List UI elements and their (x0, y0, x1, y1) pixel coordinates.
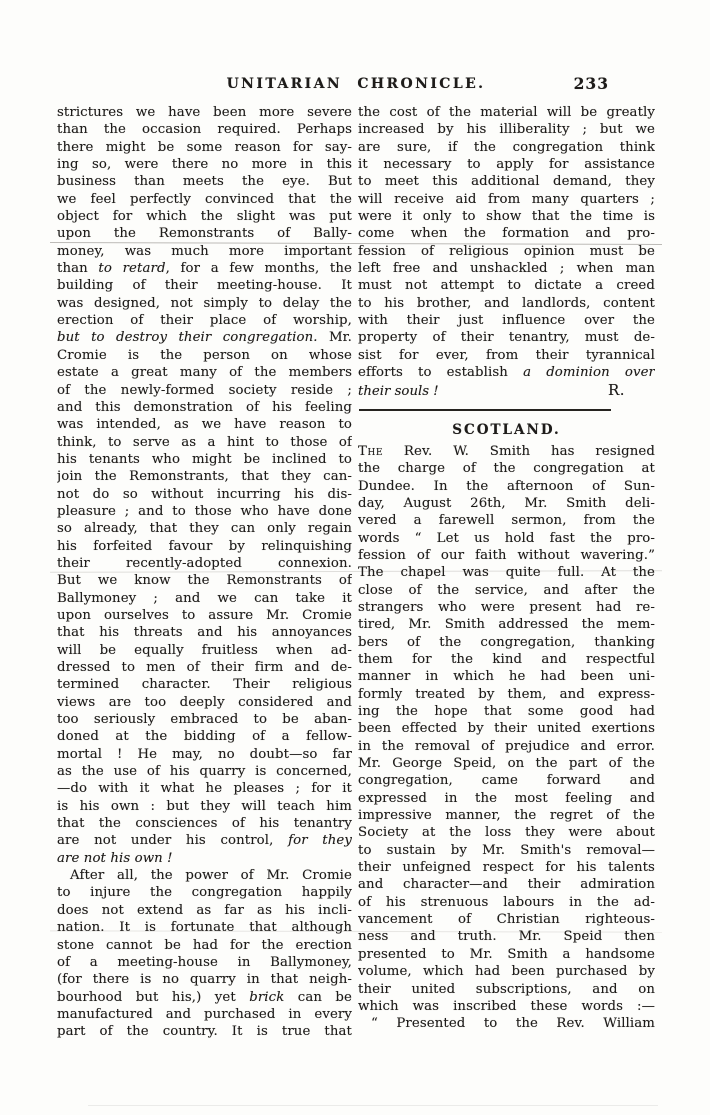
text-line: nation. It is fortunate that although (57, 920, 352, 936)
text-line: vered a farewell sermon, from the (358, 513, 655, 529)
text-line: doned at the bidding of a fellow- (57, 729, 352, 745)
text-line: increased by his illiberality ; but we (358, 122, 655, 138)
text-line: —do with it what he pleases ; for it (57, 781, 352, 797)
italic-text: for they (288, 833, 352, 849)
text-line: bers of the congregation, thanking (358, 634, 655, 650)
italic-text: their souls ! (358, 383, 439, 399)
text-line: upon ourselves to assure Mr. Cromie (57, 607, 352, 623)
text-line: their unfeigned respect for his talents (358, 860, 655, 876)
text-line: the cost of the material will be greatly (358, 105, 655, 120)
text-line: his forfeited favour by relinquishing (57, 538, 352, 554)
text-line: views are too deeply considered and (57, 694, 352, 710)
italic-text: are not his own ! (57, 850, 173, 866)
scan-bottom-edge (88, 1105, 658, 1106)
text-line: his tenants who might be inclined to (57, 451, 352, 467)
text-line: that his threats and his annoyances (57, 625, 352, 641)
text-line: to his brother, and landlords, content (358, 295, 655, 311)
text-line: so already, that they can only regain (57, 521, 352, 537)
text-line: formly treated by them, and express- (358, 686, 655, 702)
text-line: Mr. George Speid, on the part of the (358, 756, 655, 772)
section-heading: SCOTLAND. (452, 421, 561, 438)
text-line: Ballymoney ; and we can take it (57, 590, 352, 606)
text-line: (for there is no quarry in that neigh- (57, 972, 352, 988)
text-line: which was inscribed these words :— (358, 998, 655, 1014)
italic-text: a dominion over (523, 365, 655, 381)
text-line: fession of religious opinion must be (358, 243, 655, 259)
text-line: than the occasion required. Perhaps (57, 122, 352, 138)
text-line: in the removal of prejudice and error. (358, 738, 655, 754)
text-line: to meet this additional demand, they (358, 174, 655, 190)
text-line: ing the hope that some good had (358, 704, 655, 719)
text-line: ness and truth. Mr. Speid then (358, 929, 655, 945)
text-line: join the Remonstrants, that they can- (57, 469, 352, 485)
text-line: of a meeting-house in Ballymoney, (57, 954, 352, 970)
text-line: day, August 26th, Mr. Smith deli- (358, 495, 655, 511)
text-line: of his strenuous labours in the ad- (358, 894, 655, 910)
text-line: impressive manner, the regret of the (358, 808, 655, 824)
text-line: tired, Mr. Smith addressed the mem- (358, 617, 655, 633)
text-line: think, to serve as a hint to those of (57, 434, 352, 450)
text-line: money, was much more important (57, 243, 352, 259)
text-line: was intended, as we have reason to (57, 417, 352, 433)
text-line: the charge of the congregation at (358, 461, 655, 477)
text-line: pleasure ; and to those who have done (57, 503, 352, 519)
text-line: termined character. Their religious (57, 677, 352, 693)
italic-text: but to destroy their congregation. (57, 330, 318, 346)
text-line: with their just influence over the (358, 313, 655, 329)
paragraph (57, 867, 352, 1040)
text-line: Dundee. In the afternoon of Sun- (358, 478, 655, 494)
text-line: were it only to show that the time is (358, 209, 655, 225)
text-line: must not attempt to dictate a creed (358, 278, 655, 294)
text-line: does not extend as far as his incli- (57, 902, 352, 918)
text-line: bourhood but his,) yet brick can be (57, 989, 352, 1005)
text-line: mortal ! He may, no doubt—so far (57, 746, 352, 762)
text-line: words “ Let us hold fast the pro- (358, 530, 655, 546)
text-line: to injure the congregation happily (57, 885, 352, 901)
text-line: will be equally fruitless when ad- (57, 642, 352, 658)
text-line: The Rev. W. Smith has resigned (358, 443, 655, 459)
text-line: is his own : but they will teach him (57, 798, 352, 814)
text-line: object for which the slight was put (57, 209, 352, 225)
text-line: come when the formation and pro- (358, 226, 655, 242)
text-line: their recently-adopted connexion. (57, 555, 352, 571)
section-divider-rule (359, 409, 611, 411)
text-line: ing so, were there no more in this (57, 157, 352, 173)
text-line: are not under his control, for they (57, 833, 352, 849)
small-caps-text: The (358, 443, 384, 459)
text-line (57, 850, 352, 867)
text-line: than to retard, for a few months, the (57, 261, 352, 277)
text-line: there might be some reason for say- (57, 139, 352, 155)
text-line: Cromie is the person on whose (57, 347, 352, 363)
page-header (57, 76, 655, 96)
text-line: vancement of Christian righteous- (358, 912, 655, 928)
text-line: are sure, if the congregation think (358, 139, 655, 155)
text-line: it necessary to apply for assistance (358, 157, 655, 173)
text-line: strangers who were present had re- (358, 599, 655, 615)
paragraph (358, 104, 655, 382)
text-line: stone cannot be had for the erection (57, 937, 352, 953)
text-line: fession of our faith without wavering.” (358, 547, 655, 563)
paragraph (358, 1015, 655, 1032)
text-line: manufactured and purchased in every (57, 1006, 352, 1022)
page-number: 233 (573, 74, 609, 93)
text-line: them for the kind and respectful (358, 651, 655, 667)
text-line: and this demonstration of his feeling (57, 399, 352, 415)
signature-text (358, 383, 439, 400)
paragraph (57, 104, 352, 867)
text-line: and character—and their admiration (358, 877, 655, 893)
left-column (57, 104, 352, 1041)
text-line: volume, which had been purchased by (358, 964, 655, 980)
right-column (358, 104, 655, 1041)
text-line: upon the Remonstrants of Bally- (57, 226, 352, 242)
text-line: erection of their place of worship, (57, 313, 352, 329)
text-line: After all, the power of Mr. Cromie (70, 868, 352, 884)
italic-text: to retard (98, 261, 166, 277)
text-line: But we know the Remonstrants of (57, 573, 352, 589)
text-line: expressed in the most feeling and (358, 790, 655, 806)
paragraph (358, 443, 655, 1015)
text-line: estate a great many of the members (57, 365, 352, 381)
text-line: congregation, came forward and (358, 773, 655, 789)
author-initial: R. (607, 380, 625, 399)
text-line: dressed to men of their firm and de- (57, 660, 352, 675)
text-line: that the consciences of his tenantry (57, 816, 352, 832)
text-line: business than meets the eye. But (57, 174, 352, 190)
text-columns (57, 104, 655, 1041)
text-line: but to destroy their congregation. Mr. (57, 330, 352, 346)
text-line: left free and unshackled ; when man (358, 261, 655, 277)
text-line: of the newly-formed society reside ; (57, 382, 352, 398)
text-line: too seriously embraced to be aban- (57, 712, 352, 728)
text-line: manner in which he had been uni- (358, 669, 655, 685)
italic-text: brick (249, 989, 285, 1005)
text-line: been effected by their united exertions (358, 721, 655, 737)
text-line: their united subscriptions, and on (358, 981, 655, 997)
text-line: will receive aid from many quarters ; (358, 191, 655, 207)
text-line: close of the service, and after the (358, 582, 655, 598)
text-line: presented to Mr. Smith a handsome (358, 946, 655, 962)
text-line: “ Presented to the Rev. William (371, 1016, 655, 1032)
text-line: not do so without incurring his dis- (57, 486, 352, 502)
text-line: sist for ever, from their tyrannical (358, 347, 655, 363)
text-line: part of the country. It is true that (57, 1024, 352, 1040)
signature-line (358, 382, 655, 399)
text-line: we feel perfectly convinced that the (57, 191, 352, 207)
text-line: to sustain by Mr. Smith's removal— (358, 842, 655, 858)
text-line: strictures we have been more severe (57, 105, 352, 120)
text-line: The chapel was quite full. At the (358, 565, 655, 581)
text-line: was designed, not simply to delay the (57, 295, 352, 311)
text-line: building of their meeting-house. It (57, 278, 352, 294)
text-line: efforts to establish a dominion over (358, 365, 655, 381)
text-line: as the use of his quarry is concerned, (57, 764, 352, 780)
text-line: Society at the loss they were about (358, 825, 655, 841)
text-line: property of their tenantry, must de- (358, 330, 655, 346)
journal-title: UNITARIAN CHRONICLE. (226, 76, 486, 92)
